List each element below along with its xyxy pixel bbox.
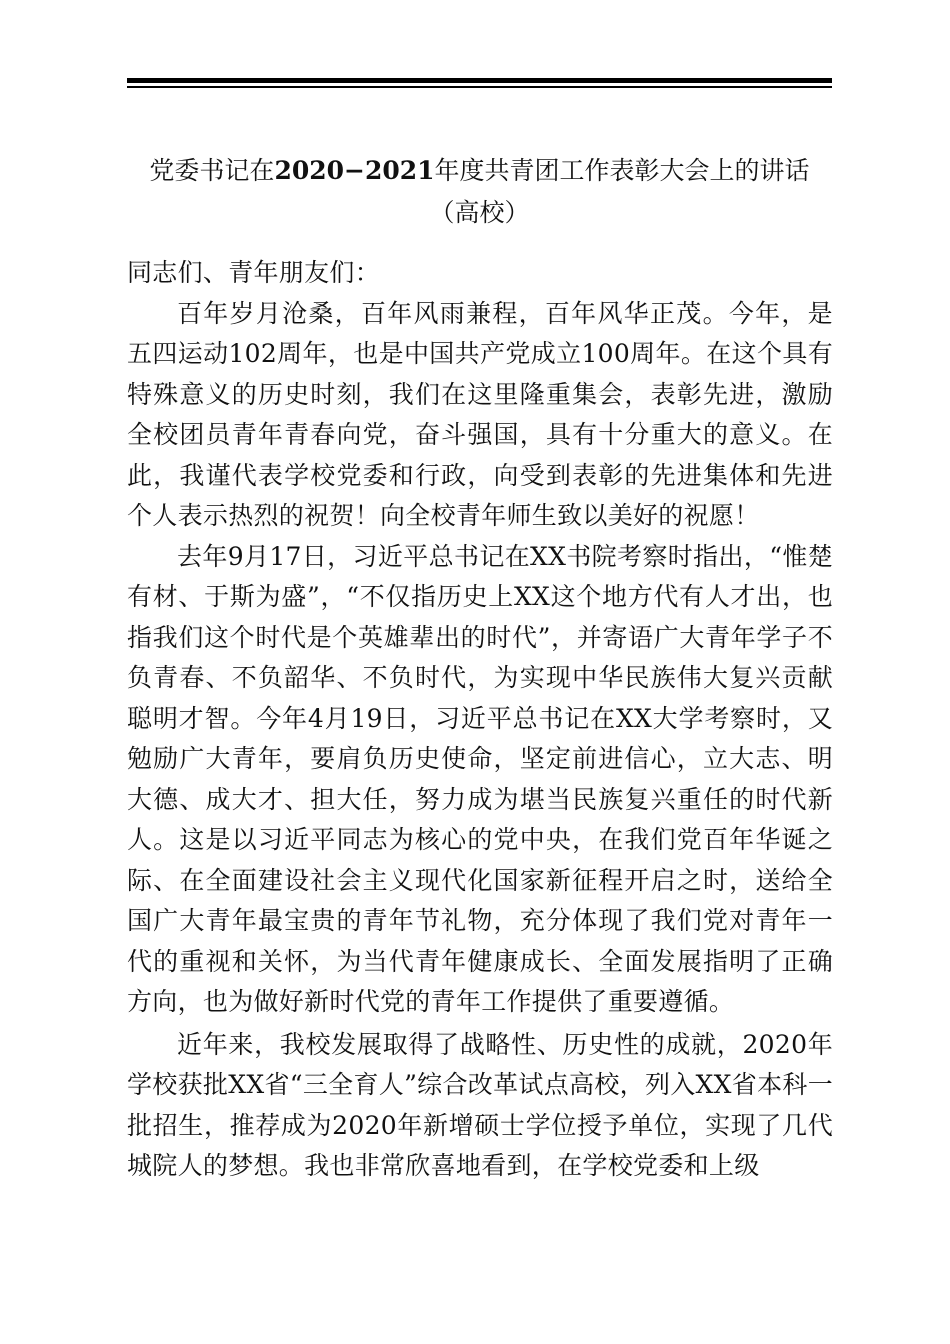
- paragraph-2: 去年9月17日，习近平总书记在XX书院考察时指出，“惟楚有材、于斯为盛”，“不仅指历史上XX这个地方代有人才出，也指我们这个时代是个英雄辈出的时代”，并寄语广大青年学子不负青春、不负韶华、不负时代，为实现中华民族伟大复兴贡献聪明才智。今年4月19日，习近平总书记在XX大学考察时，又勉励广大青年，要肩负历史使命，坚定前进信心，立大志、明大德、成大才、担大任，努力成为堪当民族复兴重任的时代新人。这是以习近平同志为核心的党中央，在我们党百年华诞之际、在全面建设社会主义现代化国家新征程开启之时，送给全国广大青年最宝贵的青年节礼物，充分体现了我们党对青年一代的重视和关怀，为当代青年健康成长、全面发展指明了正确方向，也为做好新时代党的青年工作提供了重要遵循。: [127, 541, 833, 1016]
- header-rule-thin: [127, 86, 832, 88]
- header-rule-thick: [127, 78, 832, 83]
- document-title: [127, 150, 832, 234]
- title-part1: 党委书记在: [149, 156, 275, 185]
- title-part2: 年度共青团工作表彰大会上的讲话（高校）: [429, 156, 810, 227]
- title-years: 2020−2021: [274, 156, 435, 185]
- paragraph-3: 近年来，我校发展取得了战略性、历史性的成就，2020年学校获批XX省“三全育人”综合改革试点高校，列入XX省本科一批招生，推荐成为2020年新增硕士学位授予单位，实现了几代城院人的梦想。我也非常欣喜地看到，在学校党委和上级: [127, 1029, 833, 1180]
- document-body: [127, 253, 833, 1187]
- salutation: 同志们、青年朋友们：: [127, 258, 381, 287]
- paragraph-1: 百年岁月沧桑，百年风雨兼程，百年风华正茂。今年，是五四运动102周年，也是中国共产党成立100周年。在这个具有特殊意义的历史时刻，我们在这里隆重集会，表彰先进，激励全校团员青年青春向党，奋斗强国，具有十分重大的意义。在此，我谨代表学校党委和行政，向受到表彰的先进集体和先进个人表示热烈的祝贺！向全校青年师生致以美好的祝愿！: [127, 298, 833, 530]
